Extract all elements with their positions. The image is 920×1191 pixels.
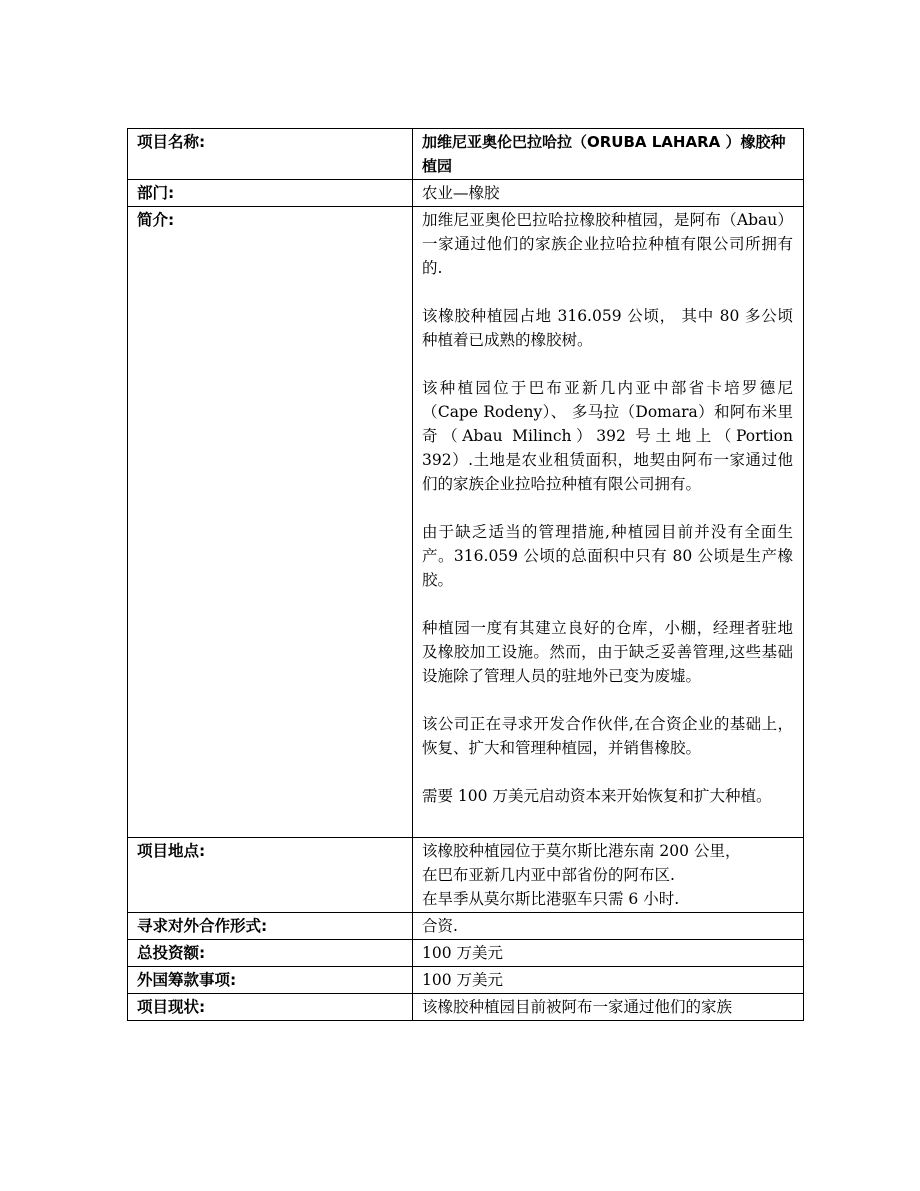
cooperation-value: 合资.	[413, 913, 804, 940]
location-line-3: 在旱季从莫尔斯比港驱车只需 6 小时.	[422, 890, 680, 908]
location-line-2: 在巴布亚新几内亚中部省份的阿布区.	[422, 866, 675, 884]
intro-paragraph-5: 种植园一度有其建立良好的仓库，小棚，经理者驻地及橡胶加工设施。然而，由于缺乏妥善管理,这些基础设施除了管理人员的驻地外已变为废墟。	[422, 619, 793, 685]
location-value	[413, 838, 804, 913]
intro-paragraph-4: 由于缺乏适当的管理措施,种植园目前并没有全面生产。316.059 公顷的总面积中只有 80 公顷是生产橡胶。	[422, 523, 793, 589]
project-info-table	[127, 128, 804, 1021]
row-total-investment	[128, 940, 804, 967]
foreign-funding-value: 100 万美元	[413, 967, 804, 994]
cooperation-label: 寻求对外合作形式:	[128, 913, 413, 940]
introduction-value	[413, 207, 804, 838]
intro-paragraph-7: 需要 100 万美元启动资本来开始恢复和扩大种植。	[422, 787, 772, 805]
row-department	[128, 180, 804, 207]
row-status	[128, 994, 804, 1021]
intro-paragraph-2: 该橡胶种植园占地 316.059 公顷， 其中 80 多公顷种植着已成熟的橡胶树。	[422, 307, 793, 349]
row-cooperation	[128, 913, 804, 940]
total-investment-label: 总投资额:	[128, 940, 413, 967]
row-foreign-funding	[128, 967, 804, 994]
row-location	[128, 838, 804, 913]
row-project-name	[128, 129, 804, 180]
intro-paragraph-3: 该种植园位于巴布亚新几内亚中部省卡培罗德尼（Cape Rodeny）、 多马拉（Domara）和阿布米里奇（Abau Milinch）392 号土地上（Portion 392）.土地是农业租赁面积，地契由阿布一家通过他们的家族企业拉哈拉种植有限公司拥有。	[422, 379, 793, 493]
row-introduction	[128, 207, 804, 838]
location-label: 项目地点:	[128, 838, 413, 913]
department-label: 部门:	[128, 180, 413, 207]
location-line-1: 该橡胶种植园位于莫尔斯比港东南 200 公里，	[422, 842, 741, 860]
total-investment-value: 100 万美元	[413, 940, 804, 967]
intro-paragraph-6: 该公司正在寻求开发合作伙伴,在合资企业的基础上，恢复、扩大和管理种植园，并销售橡胶。	[422, 715, 793, 757]
introduction-label: 简介:	[128, 207, 413, 838]
project-name-value: 加维尼亚奥伦巴拉哈拉（ORUBA LAHARA ）橡胶种植园	[413, 129, 804, 180]
foreign-funding-label: 外国筹款事项:	[128, 967, 413, 994]
status-label: 项目现状:	[128, 994, 413, 1021]
project-name-label: 项目名称:	[128, 129, 413, 180]
intro-paragraph-1: 加维尼亚奥伦巴拉哈拉橡胶种植园，是阿布（Abau）一家通过他们的家族企业拉哈拉种植有限公司所拥有的.	[422, 211, 793, 277]
department-value: 农业—橡胶	[413, 180, 804, 207]
status-value: 该橡胶种植园目前被阿布一家通过他们的家族	[413, 994, 804, 1021]
